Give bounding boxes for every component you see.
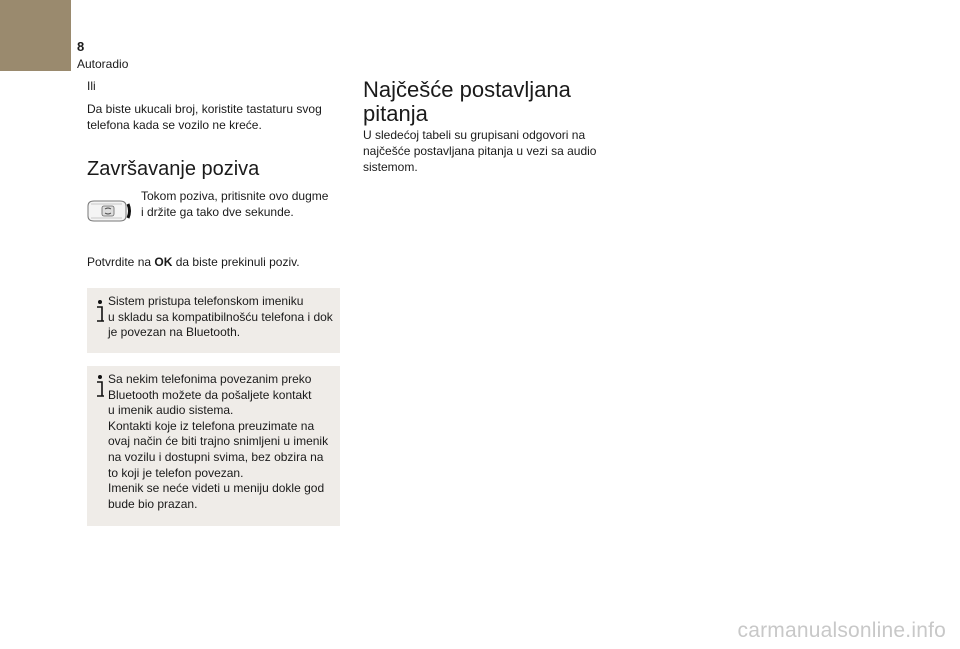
ili-text: Ili <box>87 79 96 93</box>
info2-line: Bluetooth možete da pošaljete kontakt <box>108 387 312 402</box>
section-title: Autoradio <box>77 57 129 71</box>
info2-line: Imenik se neće videti u meniju dokle god <box>108 481 325 496</box>
dial-text-line-1: Da biste ukucali broj, koristite tastaturu svog <box>87 102 322 116</box>
info2-line: ovaj način će biti trajno snimljeni u imenik <box>108 434 329 449</box>
info1-line: Sistem pristupa telefonskom imeniku <box>108 294 304 308</box>
watermark: carmanualsonline.info <box>737 619 946 642</box>
press-text-line-1: Tokom poziva, pritisnite ovo dugme <box>141 189 329 203</box>
info1-line: u skladu sa kompatibilnošću telefona i dok <box>108 309 333 324</box>
confirm-text: Potvrdite na OK da biste prekinuli poziv. <box>87 255 300 269</box>
info2-line: na vozilu i dostupni svima, bez obzira na <box>108 449 324 464</box>
info-box-phonebook <box>87 288 340 353</box>
dial-text-line-2: telefona kada se vozilo ne kreće. <box>87 118 262 132</box>
info-icon <box>95 374 105 398</box>
steering-call-button-icon <box>86 198 132 224</box>
press-text-line-2: i držite ga tako dve sekunde. <box>141 205 294 219</box>
faq-text-line-2: najčešće postavljana pitanja u vezi sa audio <box>363 144 597 158</box>
info-box-contacts <box>87 366 340 526</box>
ok-label: OK <box>154 255 173 269</box>
info-icon <box>95 299 105 323</box>
page-number: 8 <box>77 39 85 54</box>
info2-line: u imenik audio sistema. <box>108 403 234 418</box>
page-tab <box>0 0 71 71</box>
info2-line: Kontakti koje iz telefona preuzimate na <box>108 418 315 433</box>
faq-text-line-3: sistemom. <box>363 160 418 174</box>
end-call-heading: Završavanje poziva <box>87 158 260 180</box>
info2-line: to koji je telefon povezan. <box>108 465 244 480</box>
info2-line: Sa nekim telefonima povezanim preko <box>108 372 312 386</box>
faq-heading: Najčešće postavljana pitanja <box>363 77 571 126</box>
info1-line: je povezan na Bluetooth. <box>108 325 241 340</box>
faq-text-line-1: U sledećoj tabeli su grupisani odgovori na <box>363 128 586 142</box>
info2-line: bude bio prazan. <box>108 496 198 511</box>
